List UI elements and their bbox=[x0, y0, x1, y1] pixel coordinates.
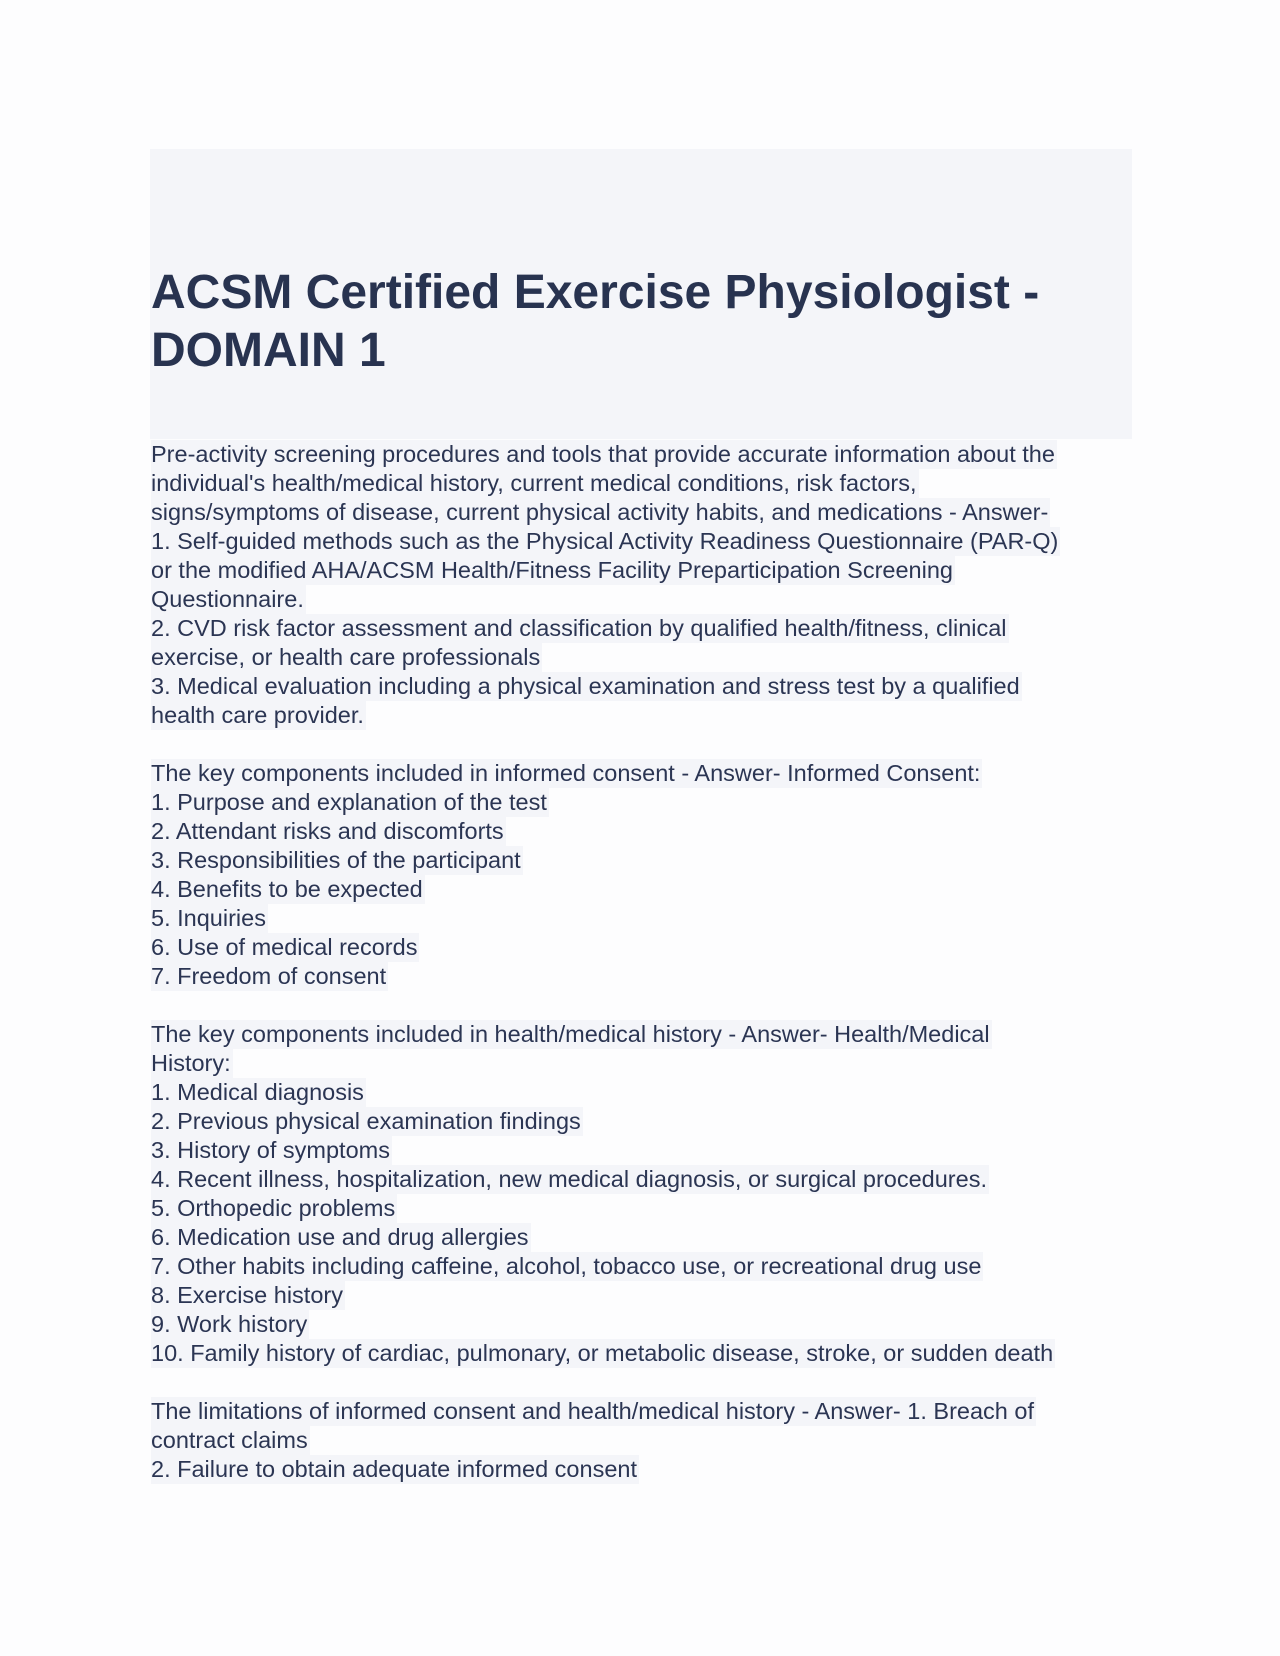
list-item: 6. Use of medical records bbox=[151, 934, 418, 960]
list-item: 3. Responsibilities of the participant bbox=[151, 847, 521, 873]
text-line: The limitations of informed consent and health/medical history - Answer- 1. Breach of bbox=[151, 1398, 1034, 1424]
list-item: 2. Previous physical examination findings bbox=[151, 1108, 581, 1134]
text-line: Questionnaire. bbox=[151, 586, 304, 612]
list-item: 8. Exercise history bbox=[151, 1282, 343, 1308]
qa-section-informed-consent bbox=[151, 759, 1141, 991]
text-line: or the modified AHA/ACSM Health/Fitness Facility Preparticipation Screening bbox=[151, 557, 953, 583]
text-line: exercise, or health care professionals bbox=[151, 644, 541, 670]
list-item: 1. Purpose and explanation of the test bbox=[151, 789, 547, 815]
list-item: 10. Family history of cardiac, pulmonary, or metabolic disease, stroke, or sudden death bbox=[151, 1340, 1054, 1366]
text-line: The key components included in informed consent - Answer- Informed Consent: bbox=[151, 760, 981, 786]
document-body bbox=[151, 440, 1141, 1513]
document-title bbox=[151, 264, 1111, 380]
list-item: 4. Recent illness, hospitalization, new medical diagnosis, or surgical procedures. bbox=[151, 1166, 987, 1192]
text-line: signs/symptoms of disease, current physical activity habits, and medications - Answer- bbox=[151, 499, 1049, 525]
text-line: History: bbox=[151, 1050, 231, 1076]
text-line: health care provider. bbox=[151, 702, 364, 728]
list-item: 5. Inquiries bbox=[151, 905, 266, 931]
list-item: 7. Freedom of consent bbox=[151, 963, 387, 989]
text-line: The key components included in health/medical history - Answer- Health/Medical bbox=[151, 1021, 990, 1047]
list-item: 5. Orthopedic problems bbox=[151, 1195, 396, 1221]
list-item: 6. Medication use and drug allergies bbox=[151, 1224, 529, 1250]
text-line: 1. Self-guided methods such as the Physical Activity Readiness Questionnaire (PAR-Q) bbox=[151, 528, 1059, 554]
list-item: 4. Benefits to be expected bbox=[151, 876, 423, 902]
text-line: Pre-activity screening procedures and tools that provide accurate information about the bbox=[151, 441, 1055, 467]
list-item: 2. Attendant risks and discomforts bbox=[151, 818, 504, 844]
list-item: 3. History of symptoms bbox=[151, 1137, 390, 1163]
title-line: DOMAIN 1 bbox=[151, 324, 386, 377]
qa-section-screening bbox=[151, 440, 1141, 730]
list-item: 7. Other habits including caffeine, alcohol, tobacco use, or recreational drug use bbox=[151, 1253, 982, 1279]
text-line: 3. Medical evaluation including a physical examination and stress test by a qualified bbox=[151, 673, 1020, 699]
text-line: 2. CVD risk factor assessment and classification by qualified health/fitness, clinical bbox=[151, 615, 1007, 641]
title-line: ACSM Certified Exercise Physiologist - bbox=[151, 266, 1040, 319]
text-line: contract claims bbox=[151, 1427, 308, 1453]
text-line: individual's health/medical history, current medical conditions, risk factors, bbox=[151, 470, 917, 496]
qa-section-limitations bbox=[151, 1397, 1141, 1484]
list-item: 1. Medical diagnosis bbox=[151, 1079, 364, 1105]
list-item: 9. Work history bbox=[151, 1311, 308, 1337]
qa-section-medical-history bbox=[151, 1020, 1141, 1368]
list-item: 2. Failure to obtain adequate informed consent bbox=[151, 1456, 637, 1482]
